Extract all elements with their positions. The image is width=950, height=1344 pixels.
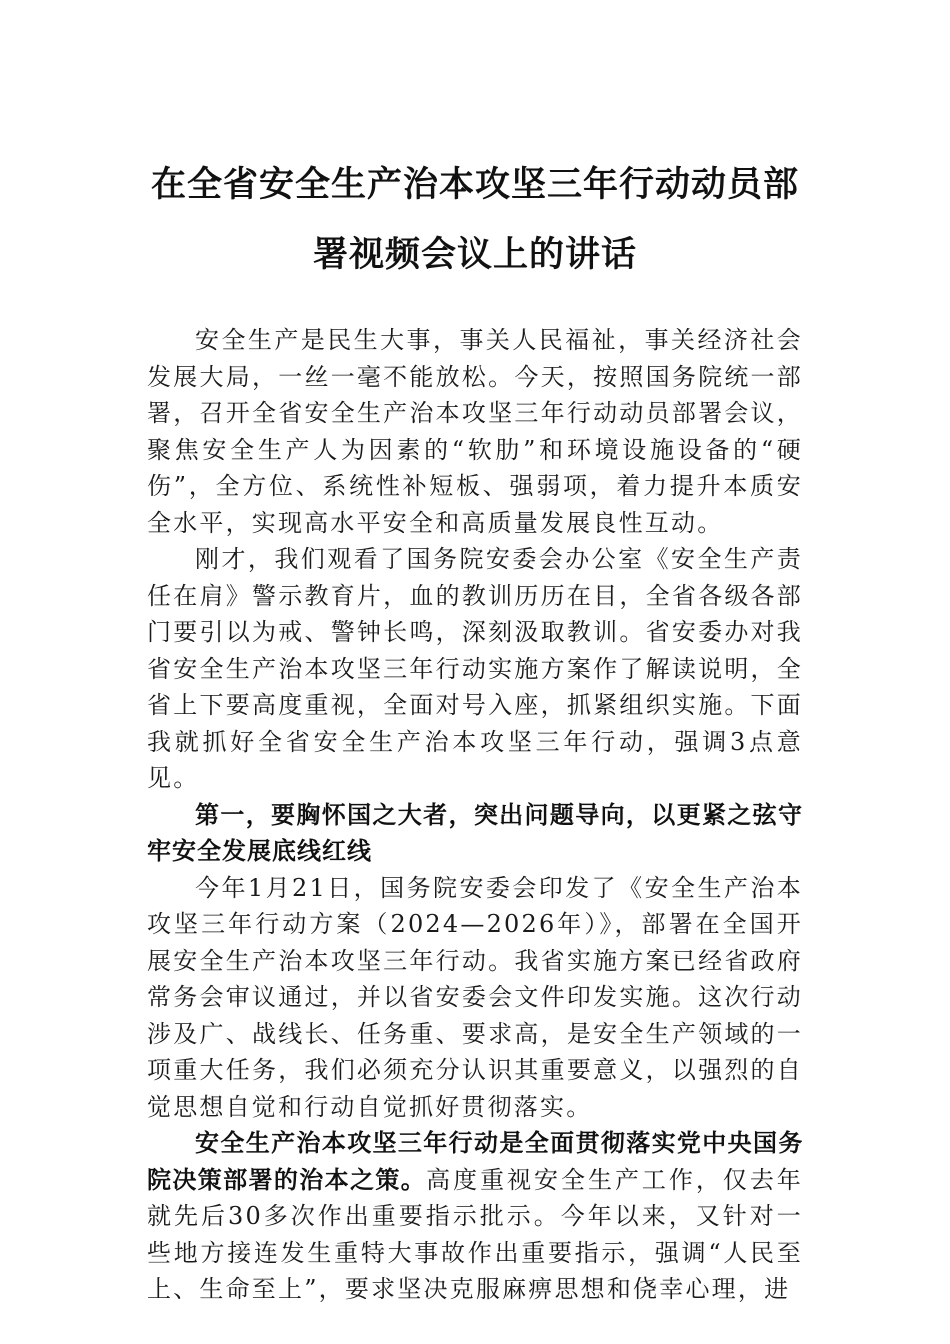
paragraph-lead-sentence: 安全生产治本攻坚三年行动是全面贯彻落实党中央国务院决策部署的治本之策。 (147, 1129, 803, 1194)
title-line-2: 署视频会议上的讲话 (312, 234, 637, 275)
paragraph-review: 刚才，我们观看了国务院安委会办公室《安全生产责任在肩》警示教育片，血的教训历历在目，全省各级各部门要引以为戒、警钟长鸣，深刻汲取教训。省安委办对我省安全生产治本攻坚三年行动实施方案作了解读说明，全省上下要高度重视，全面对号入座，抓紧组织实施。下面我就抓好全省安全生产治本攻坚三年行动，强调3点意见。 (147, 545, 803, 792)
document-body (147, 322, 803, 1308)
section-heading-first: 第一，要胸怀国之大者，突出问题导向，以更紧之弦守牢安全发展底线红线 (147, 800, 803, 865)
title-line-1: 在全省安全生产治本攻坚三年行动动员部 (150, 164, 799, 205)
paragraph-policy-text: 高度重视安全生产工作，仅去年就先后30多次作出重要指示批示。今年以来，又针对一些地方接连发生重特大事故作出重要指示，强调“人民至上、生命至上”，要求坚决克服麻痹思想和侥幸心理，进 (147, 1165, 803, 1303)
document-title (140, 150, 810, 290)
paragraph-policy (147, 1125, 803, 1308)
paragraph-action-plan: 今年1月21日，国务院安委会印发了《安全生产治本攻坚三年行动方案（2024—2026年）》，部署在全国开展安全生产治本攻坚三年行动。我省实施方案已经省政府常务会审议通过，并以省安委会文件印发实施。这次行动涉及广、战线长、任务重、要求高，是安全生产领域的一项重大任务，我们必须充分认识其重要意义，以强烈的自觉思想自觉和行动自觉抓好贯彻落实。 (147, 873, 803, 1121)
paragraph-intro: 安全生产是民生大事，事关人民福祉，事关经济社会发展大局，一丝一毫不能放松。今天，按照国务院统一部署，召开全省安全生产治本攻坚三年行动动员部署会议，聚焦安全生产人为因素的“软肋”和环境设施设备的“硬伤”，全方位、系统性补短板、强弱项，着力提升本质安全水平，实现高水平安全和高质量发展良性互动。 (147, 326, 803, 537)
